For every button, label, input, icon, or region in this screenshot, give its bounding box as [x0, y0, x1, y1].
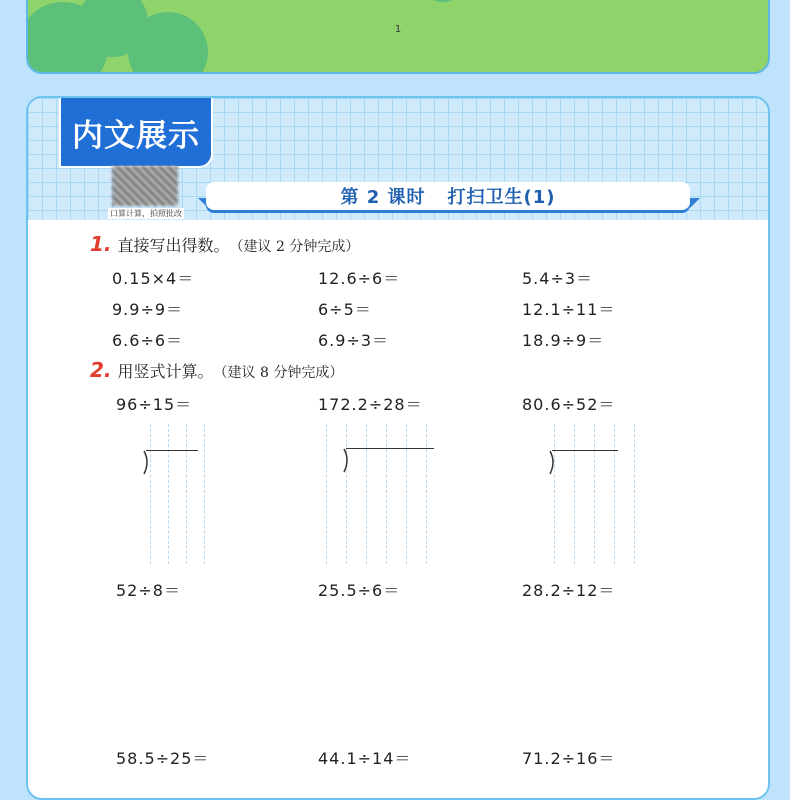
expression: 80.6÷52＝: [522, 395, 616, 414]
worksheet-card: [26, 96, 770, 800]
question-1-title: [90, 232, 359, 256]
expression: 5.4÷3＝: [522, 269, 594, 288]
expression: 0.15×4＝: [112, 269, 195, 288]
expression: 52÷8＝: [116, 581, 181, 600]
expression: 44.1÷14＝: [318, 749, 412, 768]
expression: 172.2÷28＝: [318, 395, 423, 414]
question-text: 用竖式计算。: [117, 362, 214, 381]
lesson-title-bar: [206, 182, 690, 210]
expression: 6.6÷6＝: [112, 331, 184, 350]
ribbon-right: [690, 198, 700, 208]
expression: 6.9÷3＝: [318, 331, 390, 350]
question-number: 2.: [90, 358, 112, 382]
lesson-topic: 打扫卫生(1): [447, 187, 556, 208]
bush-decoration: [423, 0, 463, 2]
question-2-title: [90, 358, 343, 382]
qr-caption: 口算计算，拍照批改: [110, 209, 182, 218]
expression: 58.5÷25＝: [116, 749, 210, 768]
question-hint: （建议 8 分钟完成）: [213, 365, 344, 381]
division-bracket: [146, 450, 198, 451]
expression: 12.6÷6＝: [318, 269, 401, 288]
top-banner: [26, 0, 770, 74]
expression: 9.9÷9＝: [112, 300, 184, 319]
long-division-area[interactable]: [146, 424, 206, 564]
question-number: 1.: [90, 232, 112, 256]
page-number: 1: [394, 24, 402, 35]
expression: 18.9÷9＝: [522, 331, 605, 350]
expression: 96÷15＝: [116, 395, 193, 414]
expression: 28.2÷12＝: [522, 581, 616, 600]
long-division-area[interactable]: [324, 424, 444, 564]
lesson-number: 第 2 课时: [340, 187, 426, 208]
division-bracket: [346, 448, 434, 449]
question-text: 直接写出得数。: [117, 236, 230, 255]
division-bracket: [552, 450, 618, 451]
showcase-label: 内文展示: [59, 98, 213, 168]
expression: 71.2÷16＝: [522, 749, 616, 768]
expression: 12.1÷11＝: [522, 300, 616, 319]
expression: 25.5÷6＝: [318, 581, 401, 600]
qr-code-icon: [112, 166, 178, 206]
question-hint: （建议 2 分钟完成）: [229, 239, 360, 255]
expression: 6÷5＝: [318, 300, 372, 319]
long-division-area[interactable]: [552, 424, 642, 564]
